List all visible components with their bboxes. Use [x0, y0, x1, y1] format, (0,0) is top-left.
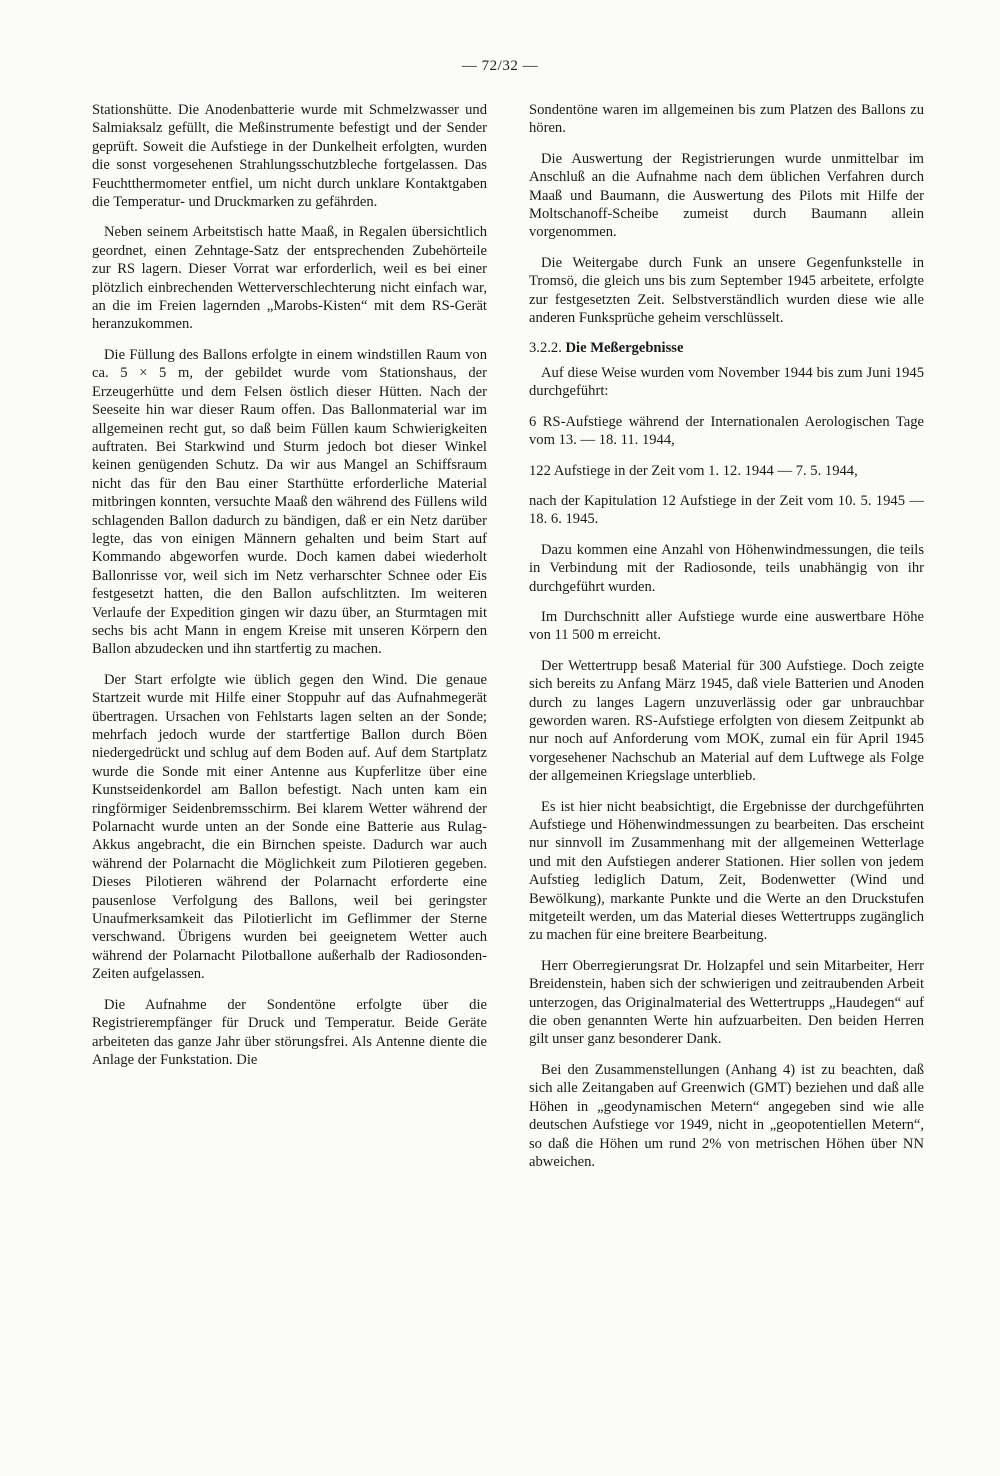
paragraph: Der Start erfolgte wie üblich gegen den Wind. Die genaue Startzeit wurde mit Hilfe einer Stoppuhr auf das Aufnahmegerät übertragen. Ursachen von Fehlstarts lagen selten an der Sonde; mehrfach jedoch wurde der startfertige Ballon durch Böen niedergedrückt und schlug auf dem Boden auf. Auf dem Startplatz wurde die Sonde mit einer Antenne aus Kupferlitze über eine Kunstseidenkordel am Ballon befestigt. Nach unten kam ein ringförmiger Seidenbremsschirm. Bei klarem Wetter während der Polarnacht wurde unten an der Sonde eine Batterie aus Rulag-Akkus angebracht, die ein Birnchen speiste. Dadurch war auch während der Polarnacht die Möglichkeit zum Pilotieren gegeben. Dieses Pilotieren während der Polarnacht erforderte eine pausenlose Verfolgung des Ballons, weil bei geringster Unaufmerksamkeit das Pilotierlicht im Geflimmer der Sterne verschwand. Übrigens wurden bei geeignetem Wetter auch während der Polarnacht Pilotballone außerhalb der Radiosonden-Zeiten aufgelassen.: [92, 671, 487, 983]
paragraph: Die Weitergabe durch Funk an unsere Gegenfunkstelle in Tromsö, die gleich uns bis zum September 1945 arbeitete, erfolgte zur festgesetzten Zeit. Selbstverständlich wurden diese wie alle anderen Funksprüche geheim verschlüsselt.: [529, 254, 924, 327]
list-item: nach der Kapitulation 12 Aufstiege in der Zeit vom 10. 5. 1945 — 18. 6. 1945.: [529, 492, 924, 528]
section-title: Die Meßergebnisse: [565, 340, 684, 357]
paragraph: Dazu kommen eine Anzahl von Höhenwindmessungen, die teils in Verbindung mit der Radiosonde, teils unabhängig von ihr durchgeführt wurden.: [529, 541, 924, 595]
section-number: 3.2.2.: [529, 340, 562, 357]
section-heading: [529, 339, 924, 357]
paragraph: Herr Oberregierungsrat Dr. Holzapfel und sein Mitarbeiter, Herr Breidenstein, haben sich der schwierigen und zeitraubenden Arbeit unterzogen, das Originalmaterial des Wettertrupps „Haudegen“ auf die oben genannten Werte hin aufzuarbeiten. Den beiden Herren gilt unser ganz besonderer Dank.: [529, 957, 924, 1048]
page-number: — 72/32 —: [461, 58, 539, 74]
left-column: [92, 101, 487, 1081]
paragraph: Die Füllung des Ballons erfolgte in einem windstillen Raum von ca. 5 × 5 m, der gebildet wurde vom Stationshaus, der Erzeugerhütte und dem Felsen östlich dieser Hütten. Nach der Seeseite hin war dieser Raum offen. Das Ballonmaterial war im allgemeinen recht gut, so daß beim Füllen kaum Schwierigkeiten auftraten. Bei Starkwind und Sturm jedoch bot dieser Winkel keinen genügenden Schutz. Da wir aus Mangel an Schiffsraum nicht das für den Bau einer Starthütte erforderliche Material mitbringen konnten, versuchte Maaß den während des Füllens wild schlagenden Ballon dadurch zu bändigen, daß er ein Netz darüber legte, das von einigen Männern gehalten und beim Start auf Kommando abgeworfen wurde. Doch kamen dabei wiederholt Ballonrisse vor, weil sich im Netz verharschter Schnee oder Eis festgesetzt hatten, die den Ballon aufschlitzten. Im weiteren Verlaufe der Expedition gingen wir dazu über, an Sturmtagen mit sechs bis acht Mann in engem Kreise mit unseren Körpern den Ballon abzudecken und ihn startfertig zu machen.: [92, 346, 487, 658]
paragraph: Die Auswertung der Registrierungen wurde unmittelbar im Anschluß an die Aufnahme nach dem üblichen Verfahren durch Maaß und Baumann, die Auswertung des Pilots mit Hilfe der Moltschanoff-Scheibe zumeist durch Baumann allein vorgenommen.: [529, 150, 924, 241]
paragraph: Im Durchschnitt aller Aufstiege wurde eine auswertbare Höhe von 11 500 m erreicht.: [529, 608, 924, 644]
list-item: 122 Aufstiege in der Zeit vom 1. 12. 1944 — 7. 5. 1944,: [529, 462, 858, 479]
paragraph: Sondentöne waren im allgemeinen bis zum Platzen des Ballons zu hören.: [529, 102, 924, 137]
paragraph: Es ist hier nicht beabsichtigt, die Ergebnisse der durchgeführten Aufstiege und Höhenwindmessungen zu bearbeiten. Das erscheint nur sinnvoll im Zusammenhang mit der allgemeinen Wetterlage und mit den Aufstiegen anderer Stationen. Hier sollen von jedem Aufstieg lediglich Datum, Zeit, Bodenwetter (Wind und Bewölkung), markante Punkte und die Werte an den Druckstufen mitgeteilt werden, um das Material dieses Wettertrupps zugänglich zu machen für eine breitere Bearbeitung.: [529, 798, 924, 944]
list-item: 6 RS-Aufstiege während der Internationalen Aerologischen Tage vom 13. — 18. 11. 1944,: [529, 413, 924, 449]
paragraph: Auf diese Weise wurden vom November 1944 bis zum Juni 1945 durchgeführt:: [529, 364, 924, 400]
paragraph: Die Aufnahme der Sondentöne erfolgte über die Registrierempfänger für Druck und Temperatur. Beide Geräte arbeiteten das ganze Jahr über störungsfrei. Als Antenne diente die Anlage der Funkstation. Die: [92, 996, 487, 1068]
paragraph: Der Wettertrupp besaß Material für 300 Aufstiege. Doch zeigte sich bereits zu Anfang März 1945, daß viele Batterien und Anoden durch zu langes Lagern unzuverlässig oder gar unbrauchbar geworden waren. RS-Aufstiege erfolgten von diesem Zeitpunkt ab nur noch auf Anforderung vom MOK, zumal ein für April 1945 vorgesehener Nachschub an Material auf dem Luftwege als Folge der allgemeinen Kriegslage unterblieb.: [529, 657, 924, 785]
paragraph: Stationshütte. Die Anodenbatterie wurde mit Schmelzwasser und Salmiaksalz gefüllt, die Meßinstrumente befestigt und der Sender geprüft. Soweit die Aufstiege in der Dunkelheit erfolgten, wurden die sonst vorgesehenen Strahlungsschutzbleche fortgelassen. Das Feuchtthermometer entfiel, um nicht durch unklare Kontaktgaben die Temperatur- und Druckmarken zu gefährden.: [92, 102, 487, 211]
paragraph: Bei den Zusammenstellungen (Anhang 4) ist zu beachten, daß sich alle Zeitangaben auf Greenwich (GMT) beziehen und daß alle Höhen in „geodynamischen Metern“ angegeben sind wie alle deutschen Aufstiege vor 1949, nicht in „geopotentiellen Metern“, so daß die Höhen um rund 2% von metrischen Höhen über NN abweichen.: [529, 1061, 924, 1170]
right-column: [529, 101, 924, 1183]
paragraph: Neben seinem Arbeitstisch hatte Maaß, in Regalen übersichtlich geordnet, einen Zehntage-Satz der entsprechenden Zubehörteile zur RS lagern. Dieser Vorrat war erforderlich, weil es bei einer plötzlich einbrechenden Wetterverschlechterung nicht einfach war, an die im Freien lagernden „Marobs-Kisten“ mit dem RS-Gerät heranzukommen.: [92, 224, 487, 333]
